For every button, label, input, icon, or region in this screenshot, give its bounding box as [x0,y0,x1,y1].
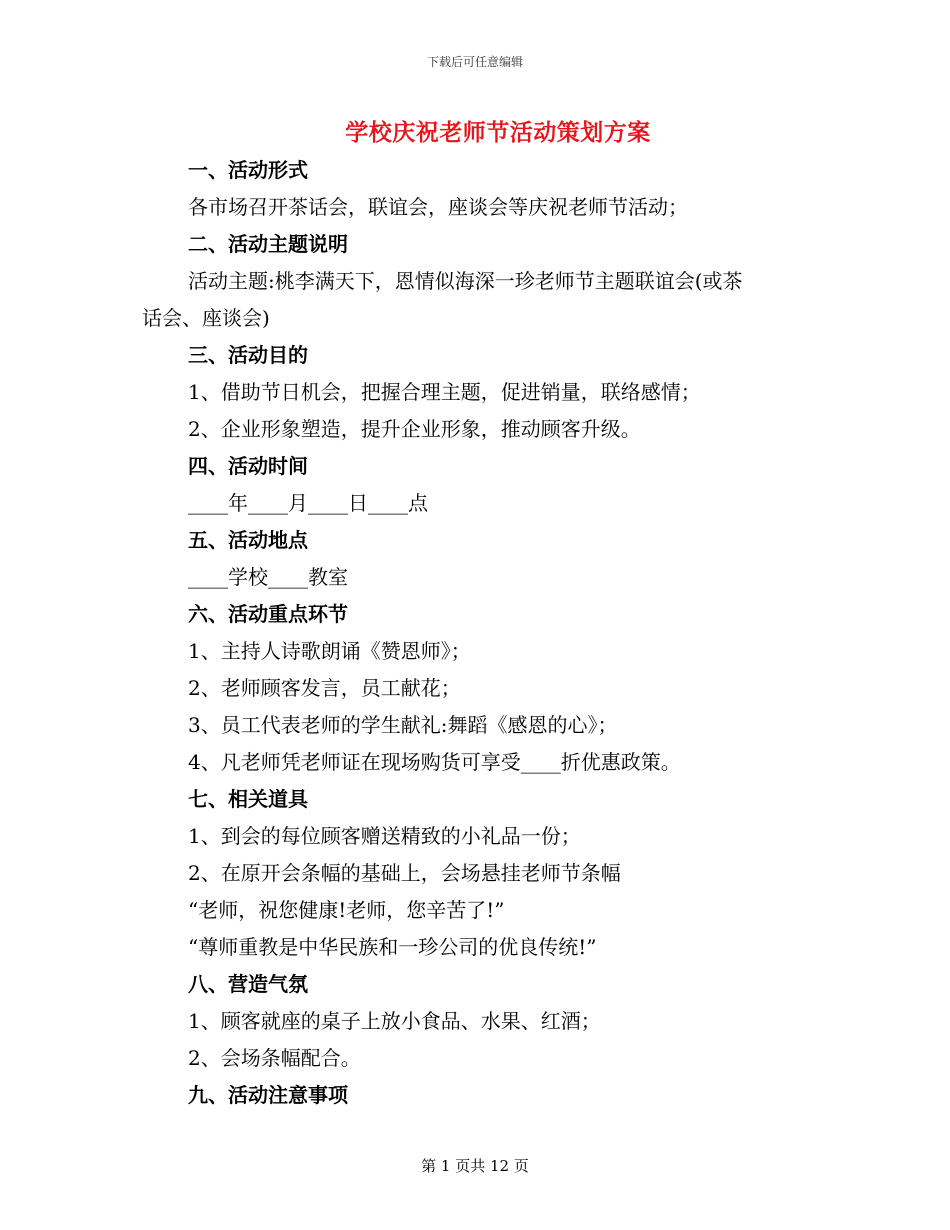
list-item: 1、借助节日机会，把握合理主题，促进销量，联络感情； [188,380,701,404]
section-heading: 六、活动重点环节 [188,602,348,626]
list-item: 4、凡老师凭老师证在现场购货可享受____折优惠政策。 [188,750,681,774]
section-heading: 九、活动注意事项 [188,1083,348,1107]
section-heading: 七、相关道具 [188,787,308,811]
list-item: 2、在原开会条幅的基础上，会场悬挂老师节条幅 [188,861,621,885]
paragraph-line: 各市场召开茶话会，联谊会，座谈会等庆祝老师节活动； [188,195,688,219]
paragraph-line: 活动主题:桃李满天下，恩情似海深一珍老师节主题联谊会(或茶 [188,269,743,293]
section-heading: 八、营造气氛 [188,972,308,996]
list-item: 1、顾客就座的桌子上放小食品、水果、红酒； [188,1009,601,1033]
banner-quote: “老师，祝您健康!老师，您辛苦了!” [188,898,505,922]
list-item: 2、会场条幅配合。 [188,1046,361,1070]
list-item: 2、老师顾客发言，员工献花； [188,676,461,700]
banner-quote: “尊师重教是中华民族和一珍公司的优良传统!” [188,935,597,959]
list-item: 1、主持人诗歌朗诵《赞恩师》； [188,639,471,663]
header-note: 下载后可任意编辑 [426,55,523,69]
section-heading: 一、活动形式 [188,158,308,182]
list-item: 1、到会的每位顾客赠送精致的小礼品一份； [188,824,581,848]
blank-fill-line: ____学校____教室 [188,565,348,589]
list-item: 3、员工代表老师的学生献礼:舞蹈《感恩的心》； [188,713,618,737]
section-heading: 二、活动主题说明 [188,232,348,256]
blank-fill-line: ____年____月____日____点 [188,491,428,515]
page-number: 第 1 页共 12 页 [421,1157,529,1175]
list-item: 2、企业形象塑造，提升企业形象，推动顾客升级。 [188,417,641,441]
paragraph-line: 话会、座谈会) [142,306,270,330]
document-body [142,152,822,1114]
section-heading: 三、活动目的 [188,343,308,367]
document-title: 学校庆祝老师节活动策划方案 [345,119,651,146]
section-heading: 五、活动地点 [188,528,308,552]
section-heading: 四、活动时间 [188,454,308,478]
